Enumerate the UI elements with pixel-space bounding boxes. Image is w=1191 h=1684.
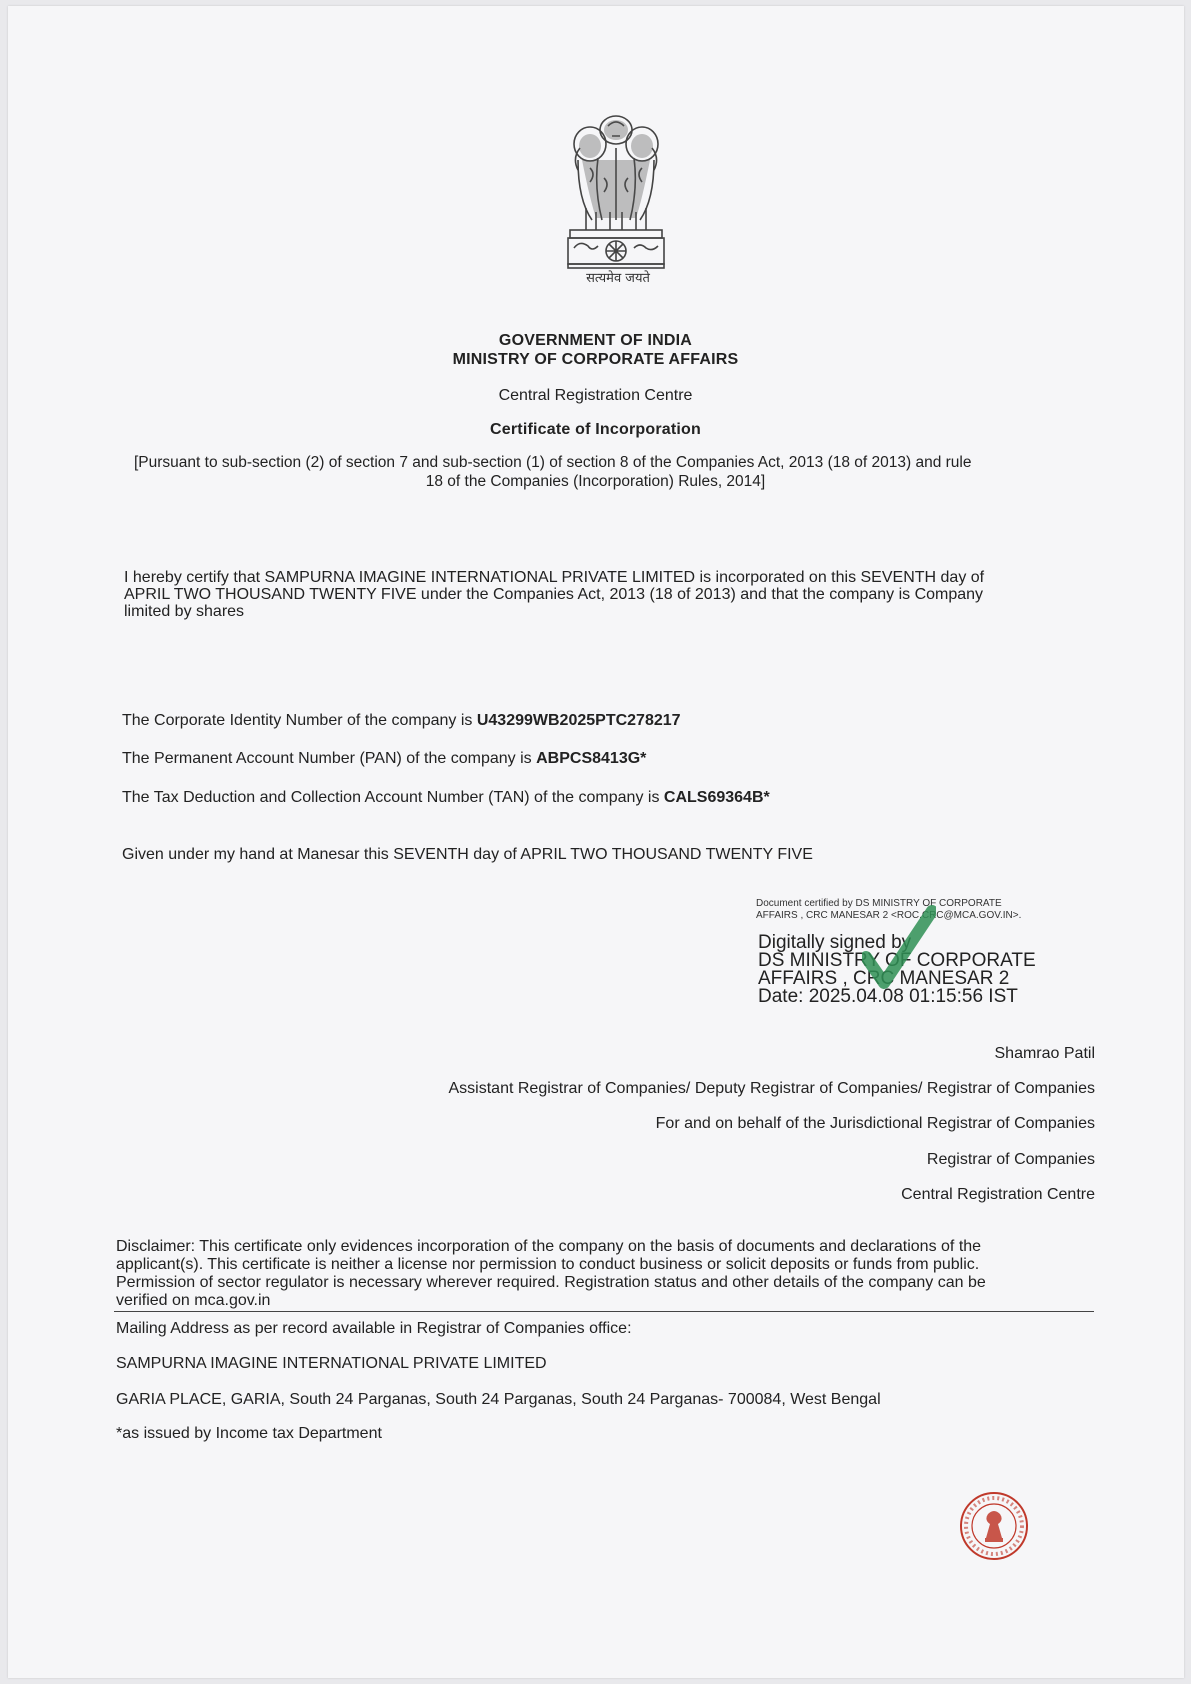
pursuant-line-1: [Pursuant to sub-section (2) of section 7 and sub-section (1) of section 8 of the Companies Act, 2013 (18 of 2013) and rule [134, 454, 972, 471]
certify-line-3: limited by shares [124, 603, 245, 620]
disclaimer-line-2: applicant(s). This certificate is neither a license nor permission to conduct business or solicit deposits or funds from public. [116, 1256, 980, 1273]
signed-by-line: Digitally signed by [758, 932, 912, 953]
mailing-label: Mailing Address as per record available in Registrar of Companies office: [116, 1320, 632, 1337]
disclaimer-line-1: Disclaimer: This certificate only evidences incorporation of the company on the basis of documents and declarations of the [116, 1238, 982, 1255]
signer-line-1: DS MINISTRY OF CORPORATE [758, 950, 1036, 971]
registrar-centre: Central Registration Centre [901, 1186, 1095, 1203]
pan-line [122, 750, 646, 768]
registrar-name: Shamrao Patil [994, 1045, 1095, 1062]
cert-line-1: Document certified by DS MINISTRY OF CORPORATE [756, 898, 1002, 909]
registrar-designation: Assistant Registrar of Companies/ Deputy Registrar of Companies/ Registrar of Companies [448, 1080, 1095, 1097]
pursuant-line-2: 18 of the Companies (Incorporation) Rules, 2014] [425, 473, 766, 490]
mailing-address: GARIA PLACE, GARIA, South 24 Parganas, South 24 Parganas, South 24 Parganas- 700084, West Bengal [116, 1391, 881, 1408]
certify-line-1: I hereby certify that SAMPURNA IMAGINE INTERNATIONAL PRIVATE LIMITED is incorporated on this SEVENTH day of [124, 569, 985, 586]
given-under-hand: Given under my hand at Manesar this SEVENTH day of APRIL TWO THOUSAND TWENTY FIVE [122, 846, 813, 863]
government-heading: GOVERNMENT OF INDIA [498, 332, 693, 349]
signer-line-2: AFFAIRS , CRC MANESAR 2 [758, 968, 1010, 989]
national-emblem-icon [560, 108, 672, 293]
pan-label: The Permanent Account Number (PAN) of the company is [122, 750, 537, 767]
disclaimer-line-4: verified on mca.gov.in [116, 1292, 271, 1309]
cin-label: The Corporate Identity Number of the company is [122, 712, 477, 729]
pan-tan-footnote: *as issued by Income tax Department [116, 1425, 382, 1442]
registrar-office: Registrar of Companies [926, 1151, 1095, 1168]
cert-line-2: AFFAIRS , CRC MANESAR 2 <ROC.CRC@MCA.GOV.IN>. [756, 910, 1022, 921]
ministry-heading: MINISTRY OF CORPORATE AFFAIRS [452, 351, 739, 368]
tan-line [122, 789, 770, 807]
registrar-behalf: For and on behalf of the Jurisdictional Registrar of Companies [655, 1115, 1095, 1132]
centre-heading: Central Registration Centre [498, 387, 693, 404]
mailing-company: SAMPURNA IMAGINE INTERNATIONAL PRIVATE LIMITED [116, 1355, 547, 1372]
official-seal-icon [958, 1490, 1030, 1562]
disclaimer-divider [114, 1311, 1094, 1312]
emblem-motto: सत्यमेव जयते [586, 271, 650, 286]
tan-value: CALS69364B* [663, 789, 770, 806]
cin-value: U43299WB2025PTC278217 [476, 712, 681, 729]
tan-label: The Tax Deduction and Collection Account Number (TAN) of the company is [122, 789, 664, 806]
cin-line [122, 712, 681, 730]
certify-line-2: APRIL TWO THOUSAND TWENTY FIVE under the Companies Act, 2013 (18 of 2013) and that the company is Company [124, 586, 984, 603]
signature-date: Date: 2025.04.08 01:15:56 IST [758, 986, 1018, 1007]
pan-value: ABPCS8413G* [536, 750, 647, 767]
certificate-title: Certificate of Incorporation [490, 421, 701, 438]
signature-valid-check-icon [862, 905, 936, 995]
disclaimer-line-3: Permission of sector regulator is necessary wherever required. Registration status and other details of the company can be [116, 1274, 986, 1291]
